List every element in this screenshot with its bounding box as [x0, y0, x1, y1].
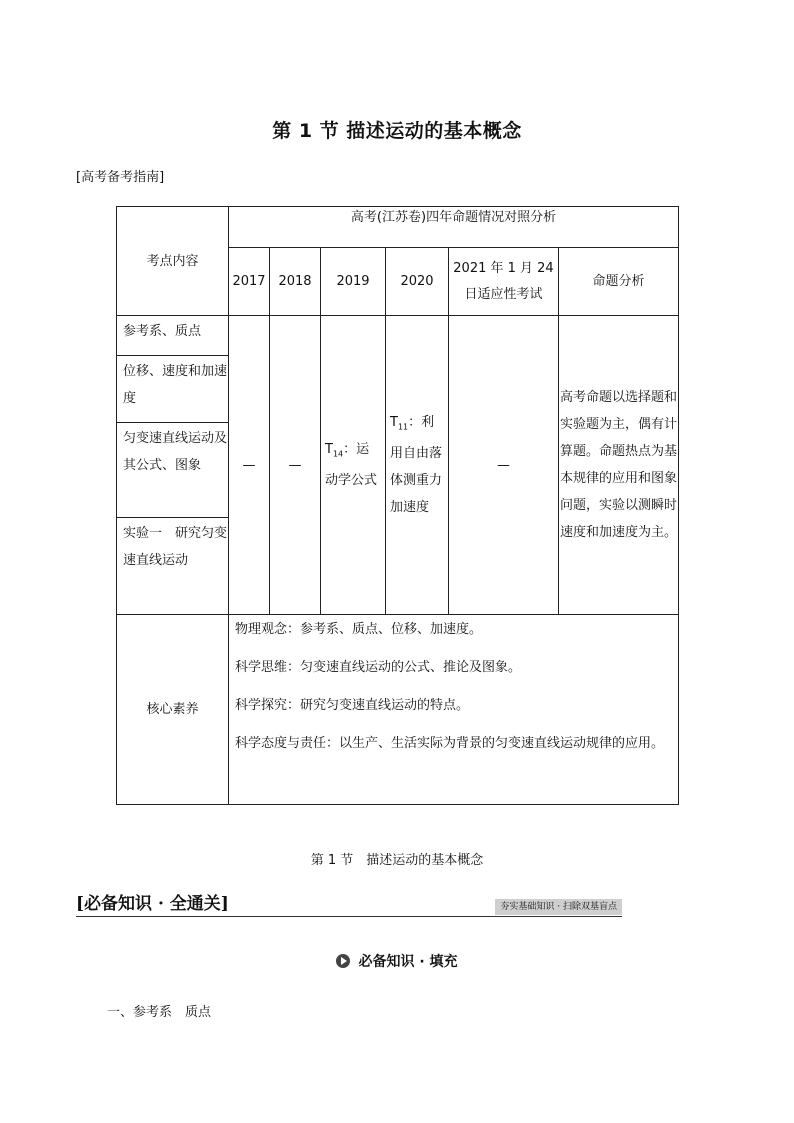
year-header-2019: 2019 [321, 248, 386, 316]
knowledge-bar [76, 892, 622, 917]
core-label: 核心素养 [117, 615, 229, 805]
cell-2021: — [449, 316, 559, 615]
analysis-header: 命题分析 [559, 248, 679, 316]
topic-cell: 位移、速度和加速度 [117, 356, 229, 423]
topic-cell: 实验一 研究匀变速直线运动 [117, 518, 229, 615]
question-code: T [325, 441, 333, 457]
exam-analysis-table [116, 206, 679, 805]
question-code: T [390, 414, 398, 430]
core-item: 科学思维：匀变速直线运动的公式、推论及图象。 [235, 660, 522, 675]
question-number: 11 [397, 422, 409, 432]
guide-label: [高考备考指南] [76, 170, 165, 185]
section-title: 第 1 节 描述运动的基本概念 [310, 853, 484, 868]
year-header-2021 [449, 248, 559, 316]
cell-2019 [321, 316, 386, 615]
play-icon [336, 954, 350, 968]
sub-heading-text: 必备知识 · 填充 [358, 954, 458, 970]
core-content [229, 615, 679, 805]
analysis-cell: 高考命题以选择题和实验题为主，偶有计算题。命题热点为基本规律的应用和图象问题，实验以测瞬时速度和加速度为主。 [559, 316, 679, 615]
year-header-2018: 2018 [270, 248, 321, 316]
year-2021-line1: 2021 年 1 月 24 [453, 260, 554, 276]
page-title: 第 1 节 描述运动的基本概念 [272, 120, 522, 142]
cell-2017: — [229, 316, 270, 615]
bar-title: [必备知识 · 全通关] [76, 894, 229, 914]
topic-header: 考点内容 [117, 207, 229, 316]
year-header-2020: 2020 [386, 248, 449, 316]
year-header-2017: 2017 [229, 248, 270, 316]
question-topic: ：利用自由落体测重力加速度 [390, 414, 443, 516]
year-2021-line2: 日适应性考试 [464, 286, 543, 302]
item-heading: 一、参考系 质点 [107, 1005, 212, 1020]
core-item: 科学态度与责任：以生产、生活实际为背景的匀变速直线运动规律的应用。 [235, 736, 665, 751]
sub-heading [0, 951, 794, 971]
core-item: 物理观念：参考系、质点、位移、加速度。 [235, 622, 483, 637]
group-header: 高考(江苏卷)四年命题情况对照分析 [229, 207, 679, 248]
bar-tag: 夯实基础知识 · 扫除双基盲点 [495, 899, 622, 915]
question-topic: ：运动学公式 [325, 441, 378, 489]
core-item: 科学探究：研究匀变速直线运动的特点。 [235, 698, 470, 713]
cell-2018: — [270, 316, 321, 615]
topic-cell: 匀变速直线运动及其公式、图象 [117, 423, 229, 518]
question-number: 14 [332, 449, 344, 459]
cell-2020 [386, 316, 449, 615]
topic-cell: 参考系、质点 [117, 316, 229, 356]
